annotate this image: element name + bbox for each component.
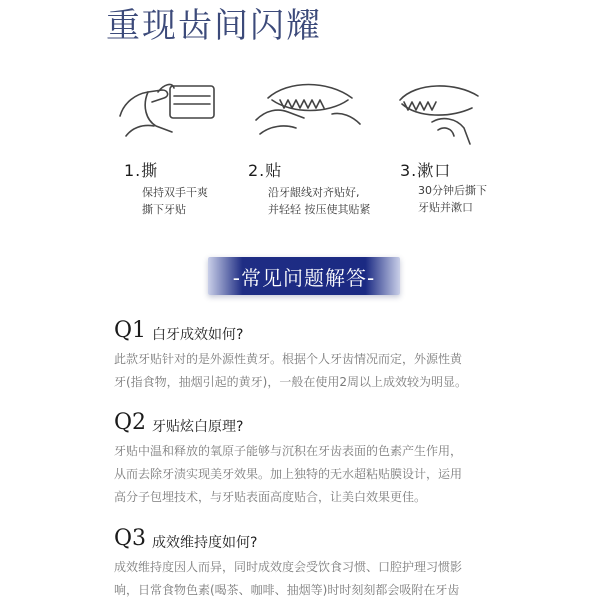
faq-1-number: Q1 <box>114 318 147 343</box>
step-1-desc: 保持双手干爽 撕下牙贴 <box>142 186 208 216</box>
usage-steps <box>0 70 608 220</box>
page-title: 重现齿间闪耀 <box>106 6 322 46</box>
step-2-title: 2.贴 <box>248 161 283 180</box>
faq-3-number: Q3 <box>114 526 147 551</box>
step-2-desc: 沿牙龈线对齐贴好, 并轻轻 按压使其贴紧 <box>268 186 371 216</box>
rinse-mouth-icon <box>392 78 488 150</box>
faq-1-answer: 此款牙贴针对的是外源性黄牙。根据个人牙齿情况而定，外源性黄 牙(指食物，抽烟引起的黄牙)，一般在使用2周以上成效较为明显。 <box>114 352 468 389</box>
peel-hands-icon <box>112 76 220 148</box>
faq-1-question: 白牙成效如何? <box>152 327 244 343</box>
faq-2-number: Q2 <box>114 410 147 435</box>
step-3-title: 3.漱口 <box>400 161 452 180</box>
faq-2-question: 牙贴炫白原理? <box>152 419 244 435</box>
apply-strip-icon <box>248 74 368 146</box>
faq-banner: -常见问题解答- <box>208 257 400 295</box>
step-3-desc: 30分钟后撕下 牙贴并漱口 <box>418 184 487 214</box>
faq-2-answer: 牙贴中温和释放的氧原子能够与沉积在牙齿表面的色素产生作用， 从而去除牙渍实现美牙效果。加上独特的无水超粘贴膜设计，运用 高分子包埋技术，与牙贴表面高度贴合，让美白效果更佳。 <box>114 444 463 504</box>
step-1-title: 1.撕 <box>124 161 159 180</box>
faq-3-answer: 成效维持度因人而异，同时成效度会受饮食习惯、口腔护理习惯影 响，日常食物色素(喝茶、咖啡、抽烟等)时时刻刻都会吸附在牙齿 <box>114 560 463 597</box>
faq-3-question: 成效维持度如何? <box>152 535 258 551</box>
